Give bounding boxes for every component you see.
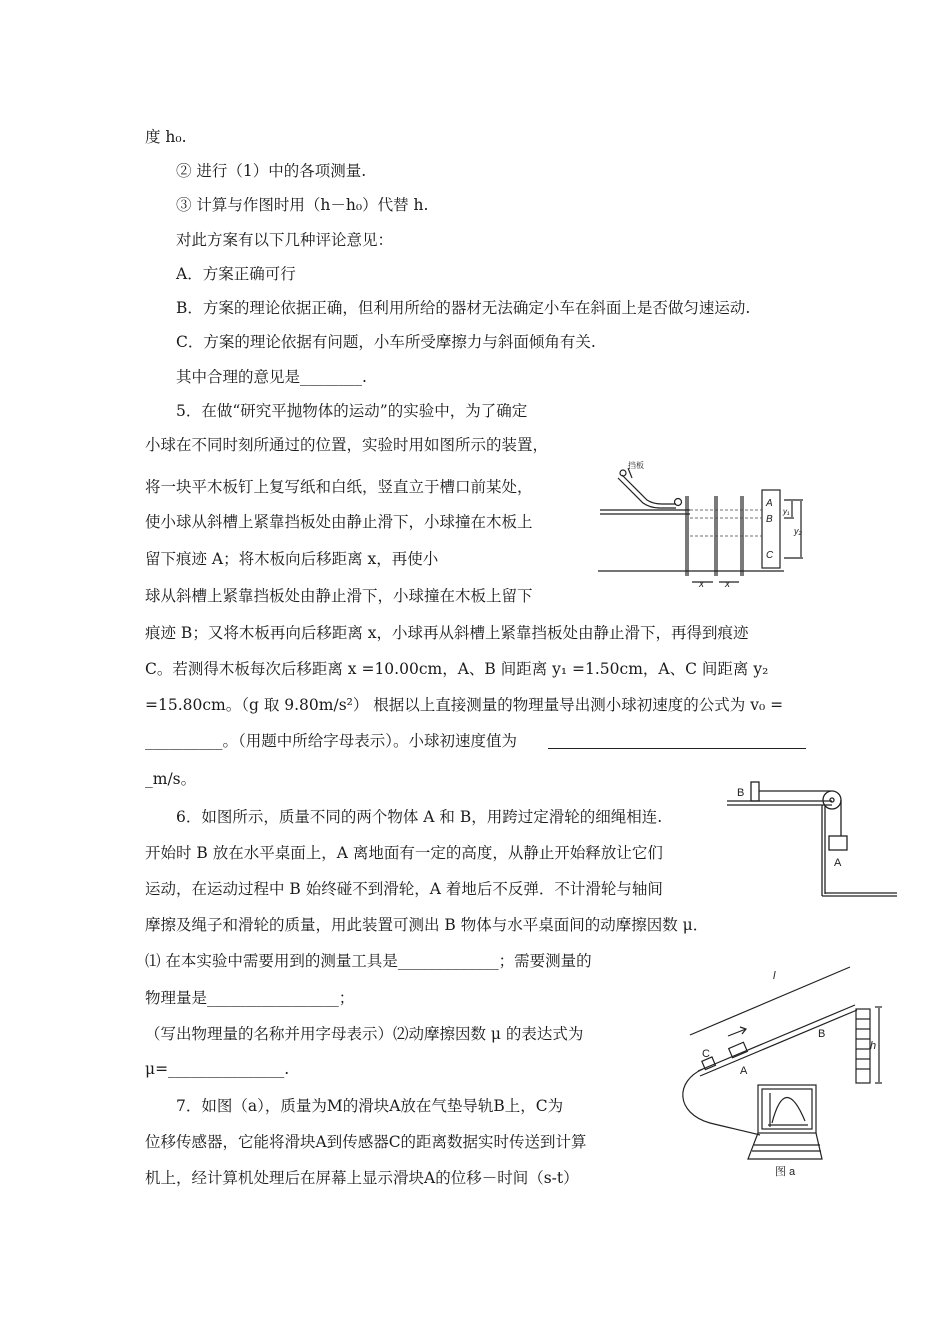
text-line: 机上，经计算机处理后在屏幕上显示滑块A的位移－时间（s-t） bbox=[145, 1169, 579, 1187]
text-line: μ=_______________. bbox=[145, 1060, 290, 1078]
text-line: 开始时 B 放在水平桌面上，A 离地面有一定的高度，从静止开始释放让它们 bbox=[145, 844, 663, 862]
text-line: 度 h₀. bbox=[145, 128, 187, 146]
text-line: 对此方案有以下几种评论意见： bbox=[176, 231, 394, 249]
question-7-title: 7．如图（a），质量为M的滑块A放在气垫导轨B上，C为 bbox=[176, 1097, 564, 1115]
label-slider-a: A bbox=[740, 1065, 748, 1077]
text-line: 运动，在运动过程中 B 始终碰不到滑轮，A 着地后不反弹．不计滑轮与轴间 bbox=[145, 880, 663, 898]
answer-line: __________。（用题中所给字母表示）。小球初速度值为 bbox=[145, 732, 518, 750]
text-line: 其中合理的意见是________. bbox=[176, 368, 367, 386]
text-line: ② 进行（1）中的各项测量. bbox=[176, 162, 367, 180]
label-x: x bbox=[725, 579, 730, 588]
text-line: 使小球从斜槽上紧靠挡板处由静止滑下，小球撞在木板上 bbox=[145, 513, 533, 531]
question-6-title: 6．如图所示，质量不同的两个物体 A 和 B，用跨过定滑轮的细绳相连. bbox=[176, 808, 663, 826]
label-y1: y₁ bbox=[783, 507, 790, 516]
label-height-h: h bbox=[870, 1040, 877, 1052]
pulley-figure bbox=[727, 774, 899, 904]
option-b: B．方案的理论依据正确，但利用所给的器材无法确定小车在斜面上是否做匀速运动. bbox=[176, 299, 751, 317]
label-y2: y₂ bbox=[794, 526, 802, 536]
text-line: ③ 计算与作图时用（h－h₀）代替 h. bbox=[176, 196, 429, 214]
air-track-figure bbox=[670, 963, 885, 1191]
label-block-a: A bbox=[834, 857, 842, 869]
figure-caption: 图 a bbox=[775, 1166, 796, 1178]
label-sensor-c: C bbox=[702, 1048, 710, 1060]
text-line: ⑴ 在本实验中需要用到的测量工具是_____________；需要测量的 bbox=[145, 952, 592, 970]
text-line: 小球在不同时刻所通过的位置，实验时用如图所示的装置， bbox=[145, 436, 549, 454]
projectile-apparatus-figure bbox=[598, 458, 813, 588]
question-5-title: 5．在做“研究平抛物体的运动”的实验中，为了确定 bbox=[176, 402, 528, 420]
label-block-b: B bbox=[737, 787, 745, 799]
text-line: （写出物理量的名称并用字母表示）⑵动摩擦因数 μ 的表达式为 bbox=[145, 1025, 584, 1043]
text-line: 留下痕迹 A；将木板向后移距离 x，再使小 bbox=[145, 550, 439, 568]
label-mark-b: B bbox=[766, 514, 773, 525]
label-track-b: B bbox=[818, 1028, 826, 1040]
label-mark-a: A bbox=[766, 498, 773, 509]
label-mark-c: C bbox=[766, 550, 774, 561]
text-line: C。若测得木板每次后移距离 x =10.00cm，A、B 间距离 y₁ =1.50cm，A、C 间距离 y₂ bbox=[145, 660, 769, 678]
option-a: A．方案正确可行 bbox=[176, 265, 296, 283]
label-x: x bbox=[699, 579, 704, 588]
text-line: 球从斜槽上紧靠挡板处由静止滑下，小球撞在木板上留下 bbox=[145, 587, 533, 605]
label-length-l: l bbox=[773, 970, 776, 982]
text-line: 位移传感器，它能将滑块A到传感器C的距离数据实时传送到计算 bbox=[145, 1133, 587, 1151]
text-line: =15.80cm。（g 取 9.80m/s²） 根据以上直接测量的物理量导出测小球初速度的公式为 v₀ = bbox=[145, 696, 784, 714]
text-line: 物理量是_________________； bbox=[145, 989, 355, 1007]
text-line: 摩擦及绳子和滑轮的质量，用此装置可测出 B 物体与水平桌面间的动摩擦因数 μ． bbox=[145, 916, 709, 934]
text-line: 痕迹 B；又将木板再向后移距离 x，小球再从斜槽上紧靠挡板处由静止滑下，再得到痕迹 bbox=[145, 624, 749, 642]
label-baffle: 挡板 bbox=[628, 461, 644, 470]
answer-unit: _m/s。 bbox=[145, 770, 197, 788]
option-c: C．方案的理论依据有问题，小车所受摩擦力与斜面倾角有关. bbox=[176, 333, 596, 351]
answer-blank bbox=[548, 748, 806, 749]
text-line: 将一块平木板钉上复写纸和白纸，竖直立于槽口前某处， bbox=[145, 478, 533, 496]
